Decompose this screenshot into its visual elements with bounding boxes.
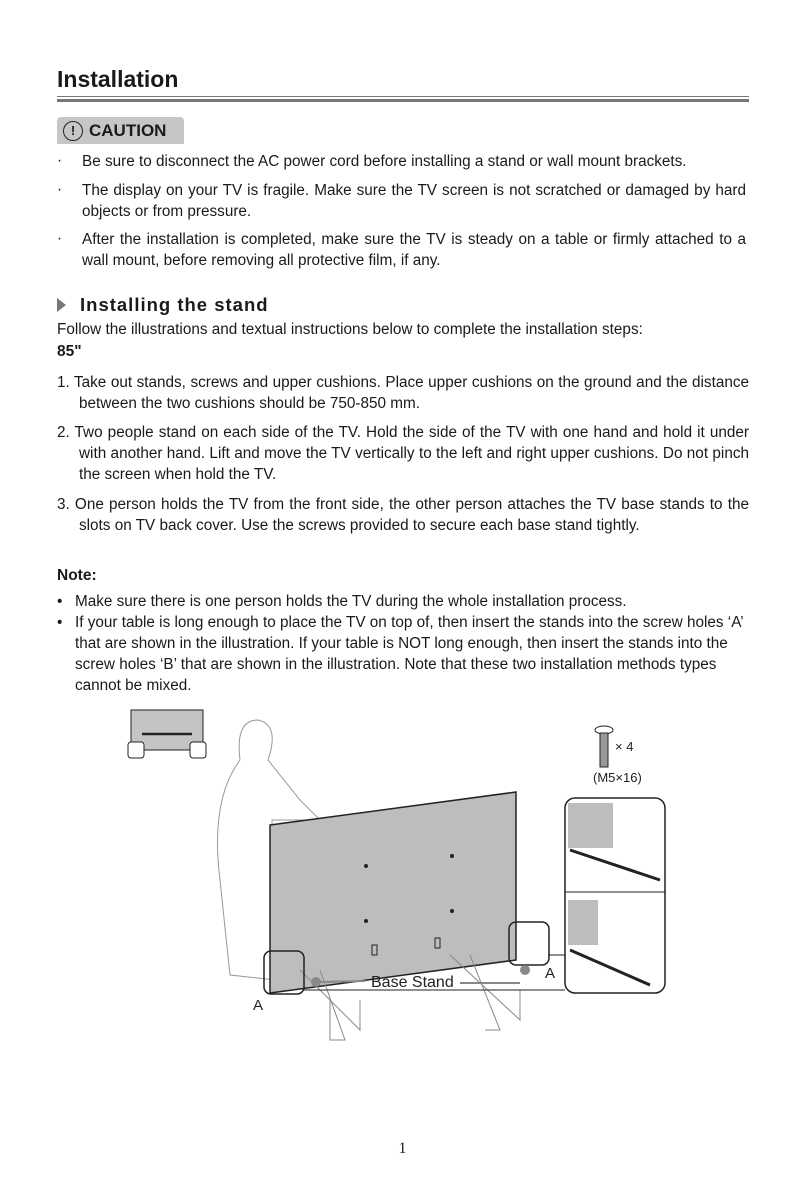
tv-back	[270, 792, 516, 993]
cushion-diagram	[128, 710, 206, 758]
caution-item: The display on your TV is fragile. Make sure the TV screen is not scratched or damaged by hard objects or from pressure.	[82, 182, 746, 220]
page-number: 1	[398, 1140, 407, 1157]
screw-quantity: × 4	[615, 739, 634, 754]
screw-spec: (M5×16)	[593, 770, 642, 785]
caution-item: After the installation is completed, make sure the TV is steady on a table or firmly attached to a wall mount, before removing all protective film, if any.	[82, 231, 746, 269]
step-1: 1. Take out stands, screws and upper cushions. Place upper cushions on the ground and the distance between the two cushions should be 750-850 mm.	[57, 374, 749, 412]
caution-badge	[57, 117, 184, 144]
step-2: 2. Two people stand on each side of the TV. Hold the side of the TV with one hand and hold it under with another hand. Lift and move the TV vertically to the left and right upper cushions. Do not pinch the screen when hold the TV.	[57, 424, 749, 483]
installation-illustration	[0, 700, 805, 1050]
hole-label-right: A	[545, 965, 556, 982]
bullet: •	[57, 614, 63, 631]
hole-label-left: A	[253, 997, 264, 1014]
note-item: If your table is long enough to place the TV on top of, then insert the stands into the screw holes ‘A’ that are shown in the illustration. If your table is NOT long enough, then insert the stands into the screw holes ‘B’ that are shown in the illustration. Note that these two installation methods types cannot be mixed.	[75, 614, 744, 694]
caution-icon: !	[63, 121, 83, 141]
base-stand-label: Base Stand	[371, 974, 454, 991]
base-stand-pointer	[520, 965, 530, 975]
page-title: Installation	[57, 66, 179, 92]
screw-icon	[595, 726, 613, 767]
note-label: Note:	[57, 567, 97, 584]
size-label: 85"	[57, 343, 82, 360]
caution-label: CAUTION	[89, 120, 167, 140]
divider	[57, 99, 749, 102]
bullet: ·	[57, 152, 63, 169]
bullet: ·	[57, 230, 63, 247]
triangle-icon	[57, 298, 66, 312]
section-heading	[57, 294, 269, 316]
caution-item: Be sure to disconnect the AC power cord before installing a stand or wall mount brackets.	[82, 153, 687, 170]
step-3: 3. One person holds the TV from the front side, the other person attaches the TV base stands to the slots on TV back cover. Use the screws provided to secure each base stand tightly.	[57, 496, 749, 534]
bullet: ·	[57, 181, 63, 198]
bullet: •	[57, 593, 63, 610]
base-stand-pointer	[311, 977, 321, 987]
divider	[57, 96, 749, 97]
section-heading-text: Installing the stand	[80, 294, 269, 315]
note-item: Make sure there is one person holds the TV during the whole installation process.	[75, 593, 627, 610]
intro-text: Follow the illustrations and textual instructions below to complete the installation steps:	[57, 321, 643, 338]
